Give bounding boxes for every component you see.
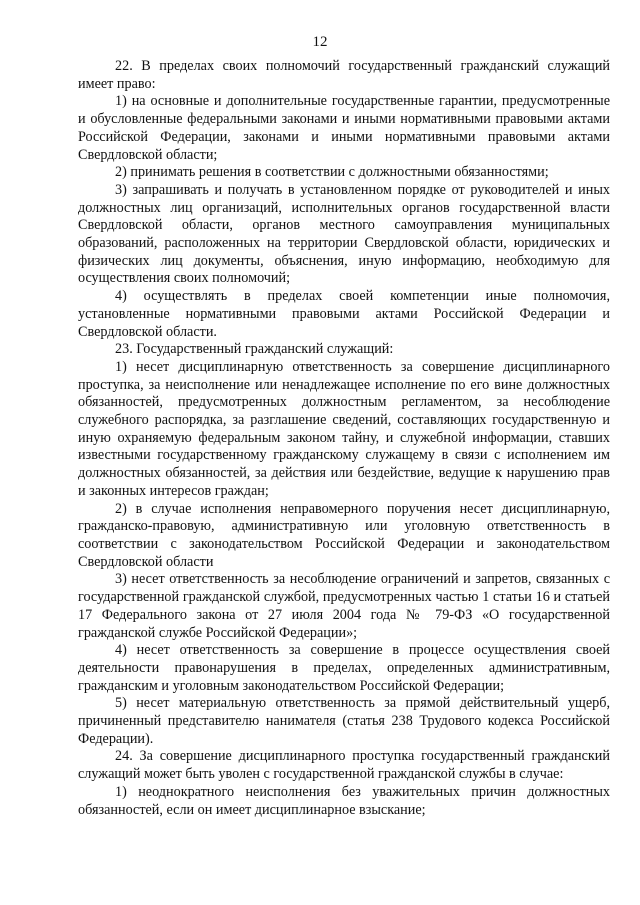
paragraph-24-item-1: 1) неоднократного неисполнения без уважительных причин должностных обязанностей, если он имеет дисциплинарное взыскание; [78,783,610,818]
paragraph-23-item-3: 3) несет ответственность за несоблюдение ограничений и запретов, связанных с государственной гражданской службой, предусмотренных частью 1 статьи 16 и статьей 17 Федерального закона от 27 июля 2004 года № 79-ФЗ «О государственной гражданской службе Российской Федерации»; [78,571,610,641]
paragraph-22-intro: 22. В пределах своих полномочий государственный гражданский служащий имеет право: [78,58,610,92]
paragraph-23-item-2: 2) в случае исполнения неправомерного поручения несет дисциплинарную, гражданско-правовую, административную или уголовную ответственность в соответствии с законодательством Российской Федерации и законодательством Свердловской области [78,500,610,570]
paragraph-22-item-4: 4) осуществлять в пределах своей компетенции иные полномочия, установленные нормативными правовыми актами Российской Федерации и Свердловской области. [78,288,610,340]
paragraph-22-item-2: 2) принимать решения в соответствии с должностными обязанностями; [115,164,549,181]
paragraph-24-intro: 24. За совершение дисциплинарного проступка государственный гражданский служащий может быть уволен с государственной гражданской службы в случае: [78,748,610,783]
paragraph-23-item-1: 1) несет дисциплинарную ответственность за совершение дисциплинарного проступка, за неисполнение или ненадлежащее исполнение по его вине должностных обязанностей, предусмотренных должностным регламентом, за несоблюдение служебного распорядка, за разглашение сведений, составляющих государственную и иную охраняемую федеральным законом тайну, и служебной информации, ставших известными государственному гражданскому служащему в связи с исполнением им должностных обязанностей, за действия или бездействие, ведущие к нарушению прав и законных интересов граждан; [78,358,610,499]
paragraph-23-item-4: 4) несет ответственность за совершение в процессе осуществления своей деятельности правонарушения в пределах, определенных административным, гражданским и уголовным законодательством Российской Федерации; [78,642,610,694]
page-number: 12 [312,34,328,50]
paragraph-23-intro: 23. Государственный гражданский служащий: [115,341,394,358]
paragraph-22-item-3: 3) запрашивать и получать в установленном порядке от руководителей и иных должностных лиц организаций, исполнительных органов государственной власти Свердловской области, органов местного самоуправления муниципальных образований, расположенных на территории Свердловской области, юридических и физических лиц документы, объяснения, иную информацию, необходимую для осуществления своих полномочий; [78,181,610,287]
paragraph-23-item-5: 5) несет материальную ответственность за прямой действительный ущерб, причиненный представителю нанимателя (статья 238 Трудового кодекса Российской Федерации). [78,695,610,747]
paragraph-22-item-1: 1) на основные и дополнительные государственные гарантии, предусмотренные и обусловленные федеральными законами и иными нормативными правовыми актами Российской Федерации, законами и иными нормативными правовыми актами Свердловской области; [78,93,610,163]
document-body [78,58,610,819]
